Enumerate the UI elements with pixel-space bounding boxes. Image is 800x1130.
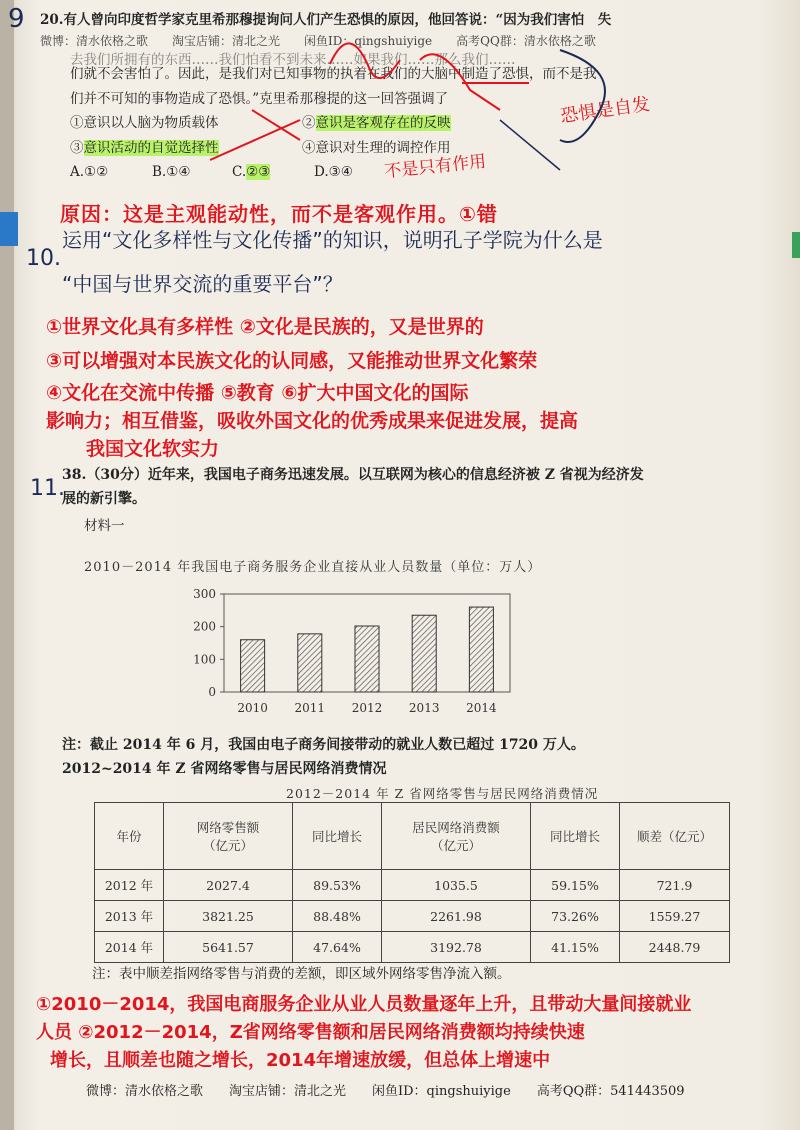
table-header-cell: 居民网络消费额 （亿元） xyxy=(382,803,531,870)
q20-choice-c-letter: C. xyxy=(232,164,247,180)
x-tick-label: 2013 xyxy=(408,701,440,715)
bar xyxy=(412,615,436,692)
q20-choice-c-highlight: ②③ xyxy=(246,164,271,180)
q38-answer-1: ①2010－2014，我国电商服务企业从业人员数量逐年上升，且带动大量间接就业 xyxy=(36,994,692,1015)
q20-choice-a: A.①② xyxy=(70,164,109,180)
table-row xyxy=(95,932,730,963)
x-tick-label: 2011 xyxy=(294,701,326,715)
bar xyxy=(298,634,322,692)
q20-option-2-num: ② xyxy=(302,115,316,131)
chart-title: 2010－2014 年我国电子商务服务企业直接从业人员数量（单位：万人） xyxy=(84,560,542,575)
q10-answer-1: ①世界文化具有多样性 ②文化是民族的，又是世界的 xyxy=(46,316,484,338)
q10-number: 10. xyxy=(26,246,61,271)
table-cell: 59.15% xyxy=(531,870,620,901)
q10-answer-5: 我国文化软实力 xyxy=(86,438,220,460)
table-header-cell: 同比增长 xyxy=(293,803,382,870)
table-cell: 5641.57 xyxy=(164,932,293,963)
q38-line2: 展的新引擎。 xyxy=(62,491,146,507)
retail-consumption-table xyxy=(94,802,730,963)
table-header-row xyxy=(95,803,730,870)
handwritten-reason: 原因：这是主观能动性，而不是客观作用。①错 xyxy=(60,202,498,226)
q20-option-1: ①意识以人脑为物质载体 xyxy=(70,115,219,131)
table-cell: 2012 年 xyxy=(95,870,164,901)
q20-line3-text: 们就不会害怕了。因此，是我们对已知事物的执着在我们的大脑中 xyxy=(70,66,462,82)
table-header-cell: 顺差（亿元） xyxy=(620,803,730,870)
table-cell: 3192.78 xyxy=(382,932,531,963)
table-header-cell: 网络零售额 （亿元） xyxy=(164,803,293,870)
table-cell: 88.48% xyxy=(293,901,382,932)
table-header-cell: 年份 xyxy=(95,803,164,870)
bar xyxy=(241,640,265,692)
q38-number-handwritten: 11. xyxy=(30,476,65,501)
table-cell: 2027.4 xyxy=(164,870,293,901)
bar xyxy=(469,607,493,692)
table-cell: 2014 年 xyxy=(95,932,164,963)
q20-option-4: ④意识对生理的调控作用 xyxy=(302,140,451,156)
q20-option-2-highlight: 意识是客观存在的反映 xyxy=(315,115,451,131)
table-note: 注：表中顺差指网络零售与消费的差额，即区域外网络零售净流入额。 xyxy=(92,966,511,982)
q38-note1: 注：截止 2014 年 6 月，我国由电子商务间接带动的就业人数已超过 1720 万人。 xyxy=(62,737,585,753)
table-caption: 2012－2014 年 Z 省网络零售与居民网络消费情况 xyxy=(286,786,599,801)
table-cell: 1035.5 xyxy=(382,870,531,901)
q38-line1: 38.（30分）近年来，我国电子商务迅速发展。以互联网为核心的信息经济被 Z 省视为经济发 xyxy=(62,467,644,483)
q10-answer-4: 影响力；相互借鉴，吸收外国文化的优秀成果来促进发展，提高 xyxy=(46,410,579,432)
y-tick-label: 100 xyxy=(193,652,216,667)
q10-line2: “中国与世界交流的重要平台”？ xyxy=(62,272,343,296)
q20-line3-tail: ，而不是我 xyxy=(529,66,597,82)
q20-option-3-num: ③ xyxy=(70,140,84,156)
q20-choice-b: B.①④ xyxy=(152,164,191,180)
watermark-overlay: 微博：清水依格之歌 淘宝店铺：清北之光 闲鱼ID：qingshuiyige 高考QQ群：清水依格之歌 xyxy=(40,34,596,48)
q20-choice-d: D.③④ xyxy=(314,164,353,180)
table-row xyxy=(95,901,730,932)
x-tick-label: 2010 xyxy=(237,701,268,715)
q10-answer-3: ④文化在交流中传播 ⑤教育 ⑥扩大中国文化的国际 xyxy=(46,382,469,404)
q38-answer-2: 人员 ②2012－2014，Z省网络零售额和居民网络消费额均持续快速 xyxy=(36,1022,585,1043)
q10-answer-2: ③可以增强对本民族文化的认同感，又能推动世界文化繁荣 xyxy=(46,350,538,372)
y-tick-label: 300 xyxy=(193,588,216,601)
table-cell: 89.53% xyxy=(293,870,382,901)
q20-line2: 去我们所拥有的东西……我们怕看不到未来……如果我们……那么我们…… xyxy=(70,52,516,68)
question-number-handwritten: 9 xyxy=(8,4,25,34)
q38-answer-3: 增长，且顺差也随之增长，2014年增速放缓，但总体上增速中 xyxy=(50,1050,551,1071)
table-cell: 2261.98 xyxy=(382,901,531,932)
x-tick-label: 2014 xyxy=(466,701,497,715)
table-cell: 47.64% xyxy=(293,932,382,963)
q10-line1: 运用“文化多样性与文化传播”的知识，说明孔子学院为什么是 xyxy=(62,228,603,252)
red-ink-scribbles xyxy=(0,0,800,200)
table-cell: 2013 年 xyxy=(95,901,164,932)
bleed-through-text xyxy=(560,500,572,517)
bar xyxy=(355,626,379,692)
table-cell: 41.15% xyxy=(531,932,620,963)
material-label: 材料一 xyxy=(84,518,125,534)
section-title: 2012~2014 年 Z 省网络零售与居民网络消费情况 xyxy=(62,761,387,777)
q20-underlined-phrase: 制造了恐惧 xyxy=(461,66,529,82)
blue-sticky-tab xyxy=(0,212,18,246)
table-row xyxy=(95,870,730,901)
table-cell: 1559.27 xyxy=(620,901,730,932)
handwritten-note-under: 不是只有作用 xyxy=(383,151,488,183)
page-footer: 微博：清水依格之歌 淘宝店铺：清北之光 闲鱼ID：qingshuiyige 高考QQ群：541443509 xyxy=(86,1084,685,1099)
table-cell: 2448.79 xyxy=(620,932,730,963)
q20-line4: 们并不可知的事物造成了恐惧。”克里希那穆提的这一回答强调了 xyxy=(70,91,449,107)
x-tick-label: 2012 xyxy=(351,701,383,715)
table-cell: 73.26% xyxy=(531,901,620,932)
employment-bar-chart xyxy=(180,588,520,718)
handwritten-note-right: 恐惧是自发 xyxy=(559,93,652,128)
y-tick-label: 200 xyxy=(193,619,216,634)
y-tick-label: 0 xyxy=(208,685,216,699)
q20-option-3-highlight: 意识活动的自觉选择性 xyxy=(83,140,219,156)
green-sticky-tab xyxy=(792,232,800,258)
table-cell: 721.9 xyxy=(620,870,730,901)
table-cell: 3821.25 xyxy=(164,901,293,932)
q20-line1: 20.有人曾向印度哲学家克里希那穆提询问人们产生恐惧的原因，他回答说：“因为我们害怕 失 xyxy=(40,12,612,28)
table-header-cell: 同比增长 xyxy=(531,803,620,870)
